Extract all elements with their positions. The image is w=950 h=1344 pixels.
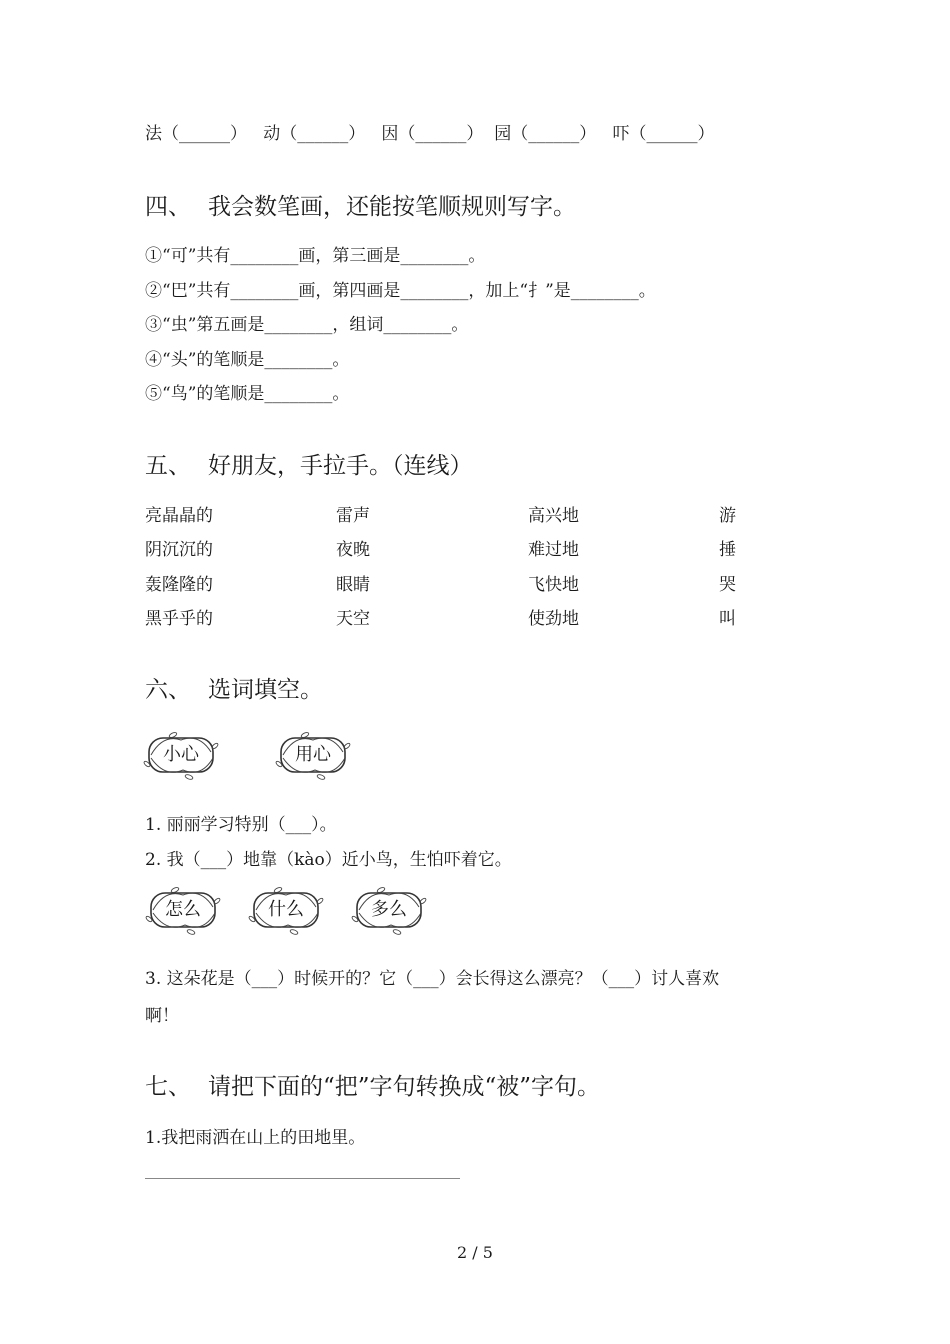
- word-tag-label: 小心: [163, 744, 199, 765]
- word-tag: [145, 883, 221, 937]
- match-cell: 眼睛: [336, 575, 370, 595]
- stroke-question-4: ④“头”的笔顺是________。: [145, 350, 350, 370]
- fill-in-brackets-line: 法（______） 动（______） 因（______） 园（______） 吓（______）: [145, 124, 715, 144]
- fill-question-3: 3. 这朵花是（___）时候开的？它（___）会长得这么漂亮？（___）讨人喜欢: [145, 969, 720, 989]
- word-tag: [275, 728, 351, 782]
- match-cell: 轰隆隆的: [145, 575, 213, 595]
- section-4-number: 四、: [145, 194, 191, 220]
- section-6-heading: [145, 675, 323, 705]
- match-cell: 高兴地: [528, 506, 579, 526]
- word-tag: [351, 883, 427, 937]
- page-number: 2 / 5: [457, 1243, 493, 1262]
- match-cell: 黑乎乎的: [145, 609, 213, 629]
- match-cell: 叫: [719, 609, 736, 629]
- section-7-heading: [145, 1072, 600, 1102]
- match-cell: 捶: [719, 540, 736, 560]
- section-6-title: 选词填空。: [208, 677, 323, 703]
- answer-line: [145, 1178, 460, 1179]
- match-cell: 飞快地: [528, 575, 579, 595]
- section-7-number: 七、: [145, 1074, 191, 1100]
- match-cell: 哭: [719, 575, 736, 595]
- section-4-heading: [145, 192, 576, 222]
- section-5-title: 好朋友，手拉手。（连线）: [208, 453, 473, 479]
- transform-question-1: 1.我把雨洒在山上的田地里。: [145, 1128, 366, 1148]
- section-5-number: 五、: [145, 453, 191, 479]
- fill-question-1: 1. 丽丽学习特别（___）。: [145, 815, 337, 835]
- fill-question-2: 2. 我（___）地靠（kào）近小鸟，生怕吓着它。: [145, 850, 512, 870]
- match-cell: 游: [719, 506, 736, 526]
- word-tag-label: 多么: [371, 899, 407, 920]
- stroke-question-5: ⑤“鸟”的笔顺是________。: [145, 384, 350, 404]
- section-6-number: 六、: [145, 677, 191, 703]
- section-5-heading: [145, 451, 473, 481]
- section-7-title: 请把下面的“把”字句转换成“被”字句。: [208, 1074, 601, 1100]
- match-cell: 亮晶晶的: [145, 506, 213, 526]
- match-cell: 阴沉沉的: [145, 540, 213, 560]
- stroke-question-3: ③“虫”第五画是________，组词________。: [145, 315, 469, 335]
- stroke-question-1: ①“可”共有________画，第三画是________。: [145, 246, 486, 266]
- match-cell: 使劲地: [528, 609, 579, 629]
- word-tag-label: 什么: [268, 899, 304, 920]
- match-cell: 难过地: [528, 540, 579, 560]
- word-tag: [248, 883, 324, 937]
- word-tag-label: 怎么: [165, 899, 201, 920]
- word-tag-label: 用心: [295, 744, 331, 765]
- word-tag: [143, 728, 219, 782]
- match-cell: 雷声: [336, 506, 370, 526]
- fill-question-3-continued: 啊！: [145, 1006, 179, 1026]
- match-cell: 天空: [336, 609, 370, 629]
- section-4-title: 我会数笔画，还能按笔顺规则写字。: [208, 194, 576, 220]
- match-cell: 夜晚: [336, 540, 370, 560]
- stroke-question-2: ②“巴”共有________画，第四画是________，加上“扌”是________。: [145, 281, 656, 301]
